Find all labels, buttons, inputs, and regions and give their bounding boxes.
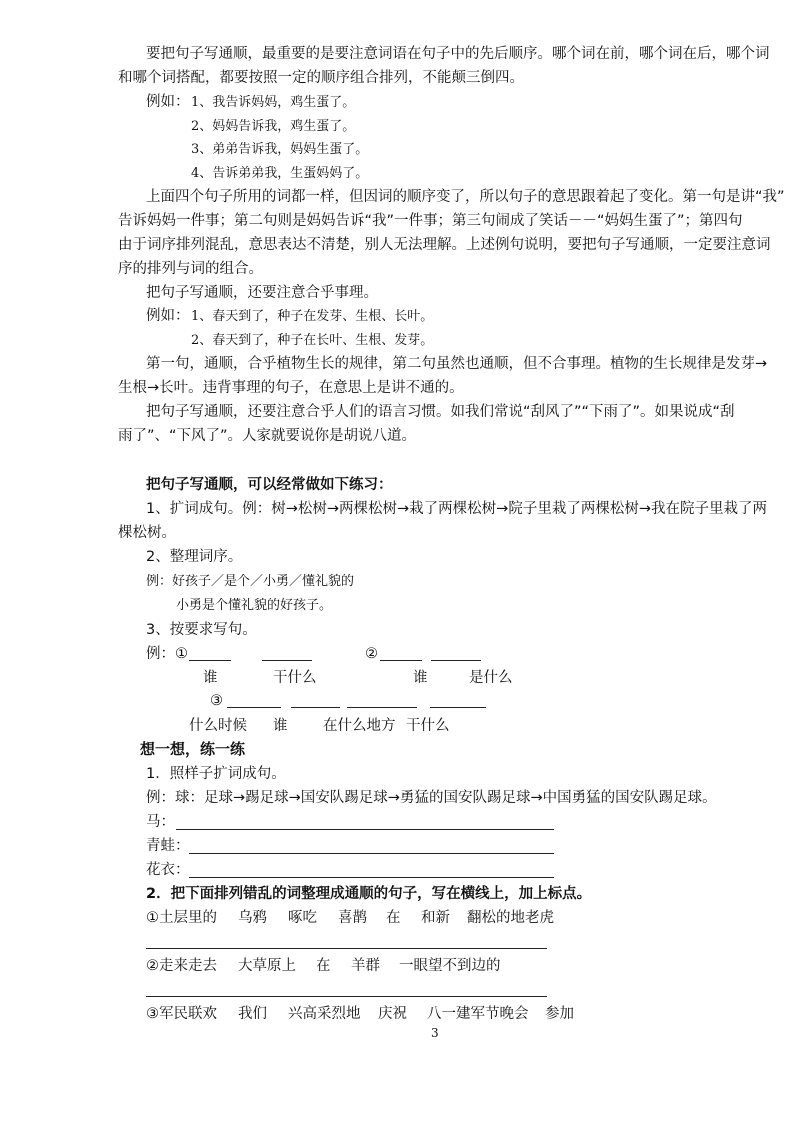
- answer-line[interactable]: [176, 829, 554, 830]
- example-item: 3、弟弟告诉我，妈妈生蛋了。: [191, 142, 369, 157]
- word-chip: 羊群: [351, 958, 380, 974]
- word-chip: 参加: [545, 1006, 574, 1022]
- word-chip: 八一建军节晚会: [427, 1006, 529, 1022]
- intro-p2-line4: 序的排列与词的组合。: [118, 261, 263, 277]
- practice-item2-example: 例：好孩子／是个／小勇／懂礼貌的: [146, 574, 355, 589]
- blank-label: 什么时候: [189, 718, 247, 734]
- intro-p2-line3: 由于词序排列混乱，意思表达不清楚，别人无法理解。上述例句说明，要把句子写通顺，一定要注意词: [118, 237, 771, 253]
- blank-label: 谁: [273, 718, 288, 734]
- word-chip: 翻松的地老虎: [467, 910, 554, 926]
- blank-line[interactable]: [347, 707, 417, 708]
- example-item: 4、告诉弟弟我，生蛋妈妈了。: [191, 166, 369, 181]
- exercise-q1-item-label: 花衣：: [146, 862, 190, 878]
- blank-line[interactable]: [380, 660, 422, 661]
- practice-item2-answer: 小勇是个懂礼貌的好孩子。: [176, 598, 333, 613]
- practice-item3: 3、按要求写句。: [146, 622, 257, 638]
- word-chip: 一眼望不到边的: [399, 958, 501, 974]
- exercise-heading: 想一想，练一练: [140, 740, 246, 758]
- blank-line[interactable]: [262, 660, 312, 661]
- intro-p2-line1: 上面四个句子所用的词都一样，但因词的顺序变了，所以句子的意思跟着起了变化。第一句是讲“我”: [146, 189, 785, 205]
- blank-label: 在什么地方: [323, 718, 396, 734]
- word-chip: 喜鹊: [338, 910, 367, 926]
- intro-p2-line2: 告诉妈妈一件事；第二句则是妈妈告诉“我”一件事；第三句闹成了笑话－－“妈妈生蛋了”；第四句: [118, 213, 743, 229]
- blank-line[interactable]: [227, 707, 281, 708]
- blank-label: 谁: [413, 670, 428, 686]
- example-item: 1、我告诉妈妈，鸡生蛋了。: [191, 95, 356, 110]
- answer-line[interactable]: [189, 853, 554, 854]
- circle-number-2: ②: [365, 646, 378, 662]
- blank-line[interactable]: [189, 660, 231, 661]
- exercise-q1-example: 例：球：足球→踢足球→国安队踢足球→勇猛的国安队踢足球→中国勇猛的国安队踢足球。: [146, 790, 717, 806]
- blank-label: 干什么: [406, 718, 450, 734]
- example2-item: 2、春天到了，种子在长叶、生根、发芽。: [191, 333, 434, 348]
- word-chip: 庆祝: [378, 1006, 407, 1022]
- example-label: 例如：: [146, 94, 190, 110]
- word-chip: 乌鸦: [238, 910, 267, 926]
- practice-item1-line2: 棵松树。: [118, 525, 176, 541]
- blank-line[interactable]: [431, 660, 481, 661]
- example-item: 2、妈妈告诉我，鸡生蛋了。: [191, 119, 356, 134]
- example2-label: 例如：: [146, 308, 190, 324]
- intro-p1-line1: 要把句子写通顺，最重要的是要注意词语在句子中的先后顺序。哪个词在前，哪个词在后，哪个词: [146, 46, 770, 62]
- exercise-q2: 2．把下面排列错乱的词整理成通顺的句子，写在横线上，加上标点。: [146, 886, 592, 902]
- example2-item: 1、春天到了，种子在发芽、生根、长叶。: [191, 309, 434, 324]
- practice-item2: 2、整理词序。: [146, 549, 243, 565]
- word-chip: 啄吃: [288, 910, 317, 926]
- intro-p4-line2: 生根→长叶。违背事理的句子，在意思上是讲不通的。: [118, 380, 464, 396]
- blank-label: 是什么: [469, 670, 513, 686]
- word-chip: 在: [316, 958, 331, 974]
- intro-p1-line2: 和哪个词搭配，都要按照一定的顺序组合排列，不能颠三倒四。: [118, 70, 524, 86]
- intro-p5-line2: 雨了”、“下风了”。人家就要说你是胡说八道。: [118, 428, 417, 444]
- word-chip: 和新: [421, 910, 450, 926]
- page-number: 3: [431, 1026, 439, 1040]
- exercise-q1: 1．照样子扩词成句。: [146, 766, 286, 782]
- practice-item3-example-label: 例：①: [146, 646, 188, 662]
- word-chip: 大草原上: [238, 958, 296, 974]
- blank-line[interactable]: [291, 707, 340, 708]
- practice-heading: 把句子写通顺，可以经常做如下练习：: [146, 477, 393, 493]
- word-chip: 在: [386, 910, 401, 926]
- word-chip: ②走来走去: [146, 958, 217, 974]
- blank-label: 干什么: [273, 670, 317, 686]
- intro-p5-line1: 把句子写通顺，还要注意合乎人们的语言习惯。如我们常说“刮风了”“下雨了”。如果说成“刮: [146, 404, 735, 420]
- word-chip: 兴高采烈地: [288, 1006, 361, 1022]
- blank-line[interactable]: [430, 707, 486, 708]
- intro-p3: 把句子写通顺，还要注意合乎事理。: [146, 285, 378, 301]
- practice-item1-line1: 1、扩词成句。例：树→松树→两棵松树→栽了两棵松树→院子里栽了两棵松树→我在院子里栽了两: [146, 501, 767, 517]
- word-chip: ①土层里的: [146, 910, 217, 926]
- word-chip: ③军民联欢: [146, 1006, 217, 1022]
- answer-line[interactable]: [189, 877, 554, 878]
- word-chip: 我们: [238, 1006, 267, 1022]
- exercise-q1-item-label: 马：: [146, 814, 175, 830]
- intro-p4-line1: 第一句，通顺，合乎植物生长的规律，第二句虽然也通顺，但不合事理。植物的生长规律是发芽→: [146, 356, 768, 372]
- answer-line[interactable]: [146, 948, 547, 949]
- exercise-q1-item-label: 青蛙：: [146, 838, 190, 854]
- circle-number-3: ③: [210, 693, 223, 709]
- blank-label: 谁: [203, 670, 218, 686]
- answer-line[interactable]: [146, 996, 547, 997]
